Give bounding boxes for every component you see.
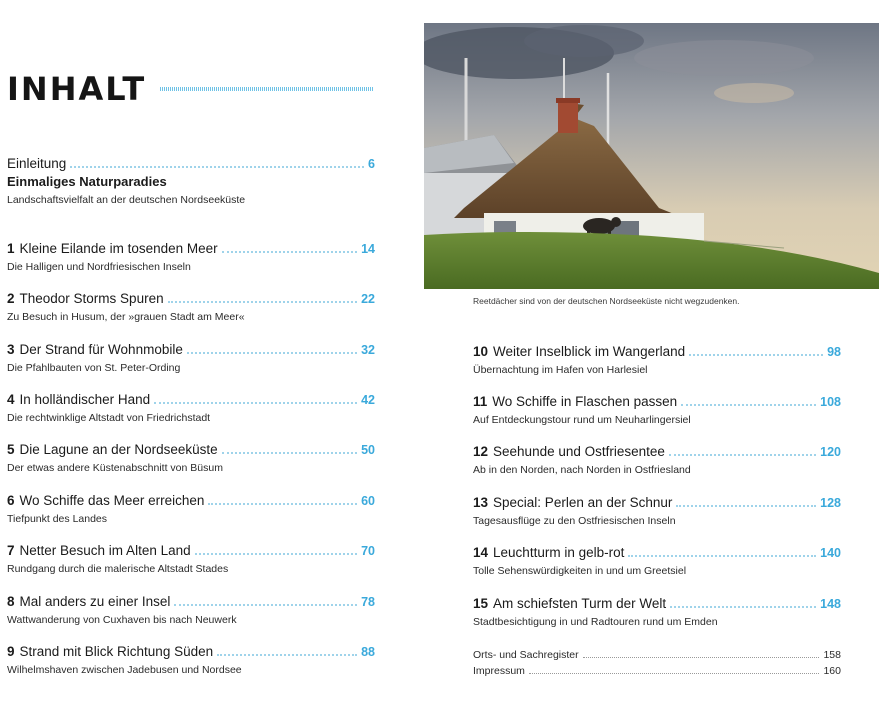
toc-intro[interactable] — [7, 155, 375, 206]
page-title: INHALT — [7, 70, 147, 108]
toc-entry-page: 120 — [820, 445, 841, 459]
dot-leader — [217, 643, 357, 656]
toc-entry-subtitle: Tolle Sehenswürdigkeiten in und um Greetsiel — [473, 565, 687, 577]
toc-entry-number: 6 — [7, 493, 15, 508]
toc-entry-subtitle: Rundgang durch die malerische Altstadt Stades — [7, 563, 229, 575]
toc-entry-number: 15 — [473, 596, 489, 611]
dot-leader — [669, 443, 816, 456]
dot-leader — [222, 441, 357, 454]
toc-appendix-label: Impressum — [473, 665, 525, 677]
toc-entry-title: Am schiefsten Turm der Welt — [493, 596, 667, 611]
toc-entry-page: 22 — [361, 292, 375, 306]
thatched-house-photo — [424, 23, 879, 289]
toc-entry-page: 78 — [361, 595, 375, 609]
toc-entry-subtitle: Übernachtung im Hafen von Harlesiel — [473, 364, 648, 376]
toc-entry-title: In holländischer Hand — [19, 392, 151, 407]
toc-entry-title: Netter Besuch im Alten Land — [19, 543, 191, 558]
toc-entry-title: Wo Schiffe das Meer erreichen — [19, 493, 205, 508]
toc-entry-15[interactable] — [473, 595, 841, 628]
toc-entry-9[interactable] — [7, 643, 375, 676]
toc-intro-heading: Einmaliges Naturparadies — [7, 174, 167, 189]
title-decorative-rule — [160, 87, 374, 91]
toc-entry-page: 14 — [361, 242, 375, 256]
toc-entry-page: 32 — [361, 343, 375, 357]
toc-entry-2[interactable] — [7, 290, 375, 323]
toc-entry-page: 98 — [827, 345, 841, 359]
dot-leader — [187, 341, 357, 354]
dot-leader — [174, 593, 357, 606]
toc-appendix-page: 158 — [823, 649, 841, 661]
toc-entry-title: Mal anders zu einer Insel — [19, 594, 171, 609]
toc-entry-page: 148 — [820, 597, 841, 611]
toc-entry-13[interactable] — [473, 494, 841, 527]
toc-entry-number: 5 — [7, 442, 15, 457]
toc-intro-subtitle: Landschaftsvielfalt an der deutschen Nordseeküste — [7, 194, 246, 206]
dot-leader — [670, 595, 816, 608]
toc-entry-subtitle: Wattwanderung von Cuxhaven bis nach Neuwerk — [7, 614, 237, 626]
toc-entry-subtitle: Der etwas andere Küstenabschnitt von Büsum — [7, 462, 223, 474]
toc-entry-title: Kleine Eilande im tosenden Meer — [19, 241, 218, 256]
dot-leader — [222, 240, 357, 253]
toc-entry-title: Wo Schiffe in Flaschen passen — [492, 394, 678, 409]
toc-entry-11[interactable] — [473, 393, 841, 426]
toc-entry-number: 14 — [473, 545, 489, 560]
dot-leader — [195, 542, 357, 555]
toc-entry-title: Weiter Inselblick im Wangerland — [493, 344, 686, 359]
toc-appendix-label: Orts- und Sachregister — [473, 649, 579, 661]
toc-entry-number: 1 — [7, 241, 15, 256]
toc-entry-subtitle: Auf Entdeckungstour rund um Neuharlingersiel — [473, 414, 691, 426]
toc-entry-page: 42 — [361, 393, 375, 407]
toc-entry-4[interactable] — [7, 391, 375, 424]
dot-leader — [529, 664, 820, 674]
toc-intro-page: 6 — [368, 157, 375, 171]
toc-entry-page: 88 — [361, 645, 375, 659]
toc-entry-number: 8 — [7, 594, 15, 609]
toc-entry-number: 7 — [7, 543, 15, 558]
dot-leader — [583, 648, 820, 658]
toc-entry-page: 70 — [361, 544, 375, 558]
toc-appendix-page: 160 — [823, 665, 841, 677]
toc-entry-page: 108 — [820, 395, 841, 409]
toc-appendix-imprint[interactable] — [473, 664, 841, 677]
toc-entry-6[interactable] — [7, 492, 375, 525]
toc-entry-10[interactable] — [473, 343, 841, 376]
dot-leader — [681, 393, 816, 406]
toc-entry-7[interactable] — [7, 542, 375, 575]
dot-leader — [208, 492, 357, 505]
toc-entry-subtitle: Die Halligen und Nordfriesischen Inseln — [7, 261, 191, 273]
toc-entry-page: 50 — [361, 443, 375, 457]
toc-appendix-index[interactable] — [473, 648, 841, 661]
toc-entry-subtitle: Wilhelmshaven zwischen Jadebusen und Nordsee — [7, 664, 242, 676]
dot-leader — [154, 391, 357, 404]
toc-entry-number: 4 — [7, 392, 15, 407]
toc-entry-number: 12 — [473, 444, 489, 459]
toc-entry-title: Special: Perlen an der Schnur — [493, 495, 673, 510]
dot-leader — [628, 544, 816, 557]
toc-entry-title: Seehunde und Ostfriesentee — [493, 444, 665, 459]
toc-entry-14[interactable] — [473, 544, 841, 577]
toc-intro-label: Einleitung — [7, 156, 67, 171]
toc-entry-number: 9 — [7, 644, 15, 659]
dot-leader — [168, 290, 358, 303]
toc-entry-number: 2 — [7, 291, 15, 306]
toc-entry-number: 10 — [473, 344, 489, 359]
dot-leader — [689, 343, 823, 356]
toc-entry-number: 11 — [473, 394, 488, 409]
toc-entry-page: 128 — [820, 496, 841, 510]
toc-entry-title: Der Strand für Wohnmobile — [19, 342, 183, 357]
toc-entry-title: Theodor Storms Spuren — [19, 291, 164, 306]
toc-entry-subtitle: Zu Besuch in Husum, der »grauen Stadt am Meer« — [7, 311, 245, 323]
toc-entry-5[interactable] — [7, 441, 375, 474]
toc-entry-8[interactable] — [7, 593, 375, 626]
toc-entry-number: 3 — [7, 342, 15, 357]
toc-entry-1[interactable] — [7, 240, 375, 273]
toc-entry-subtitle: Stadtbesichtigung in und Radtouren rund um Emden — [473, 616, 718, 628]
toc-entry-subtitle: Tiefpunkt des Landes — [7, 513, 108, 525]
toc-entry-3[interactable] — [7, 341, 375, 374]
toc-entry-subtitle: Ab in den Norden, nach Norden in Ostfriesland — [473, 464, 691, 476]
toc-entry-title: Leuchtturm in gelb-rot — [493, 545, 625, 560]
toc-entry-title: Strand mit Blick Richtung Süden — [19, 644, 214, 659]
toc-entry-page: 140 — [820, 546, 841, 560]
toc-entry-title: Die Lagune an der Nordseeküste — [19, 442, 218, 457]
toc-entry-subtitle: Tagesausflüge zu den Ostfriesischen Inseln — [473, 515, 676, 527]
photo-caption: Reetdächer sind von der deutschen Nordseeküste nicht wegzudenken. — [473, 296, 740, 306]
toc-entry-number: 13 — [473, 495, 489, 510]
toc-entry-page: 60 — [361, 494, 375, 508]
toc-entry-subtitle: Die Pfahlbauten von St. Peter-Ording — [7, 362, 181, 374]
dot-leader — [676, 494, 816, 507]
toc-entry-12[interactable] — [473, 443, 841, 476]
toc-entry-subtitle: Die rechtwinklige Altstadt von Friedrichstadt — [7, 412, 211, 424]
dot-leader — [70, 155, 364, 168]
